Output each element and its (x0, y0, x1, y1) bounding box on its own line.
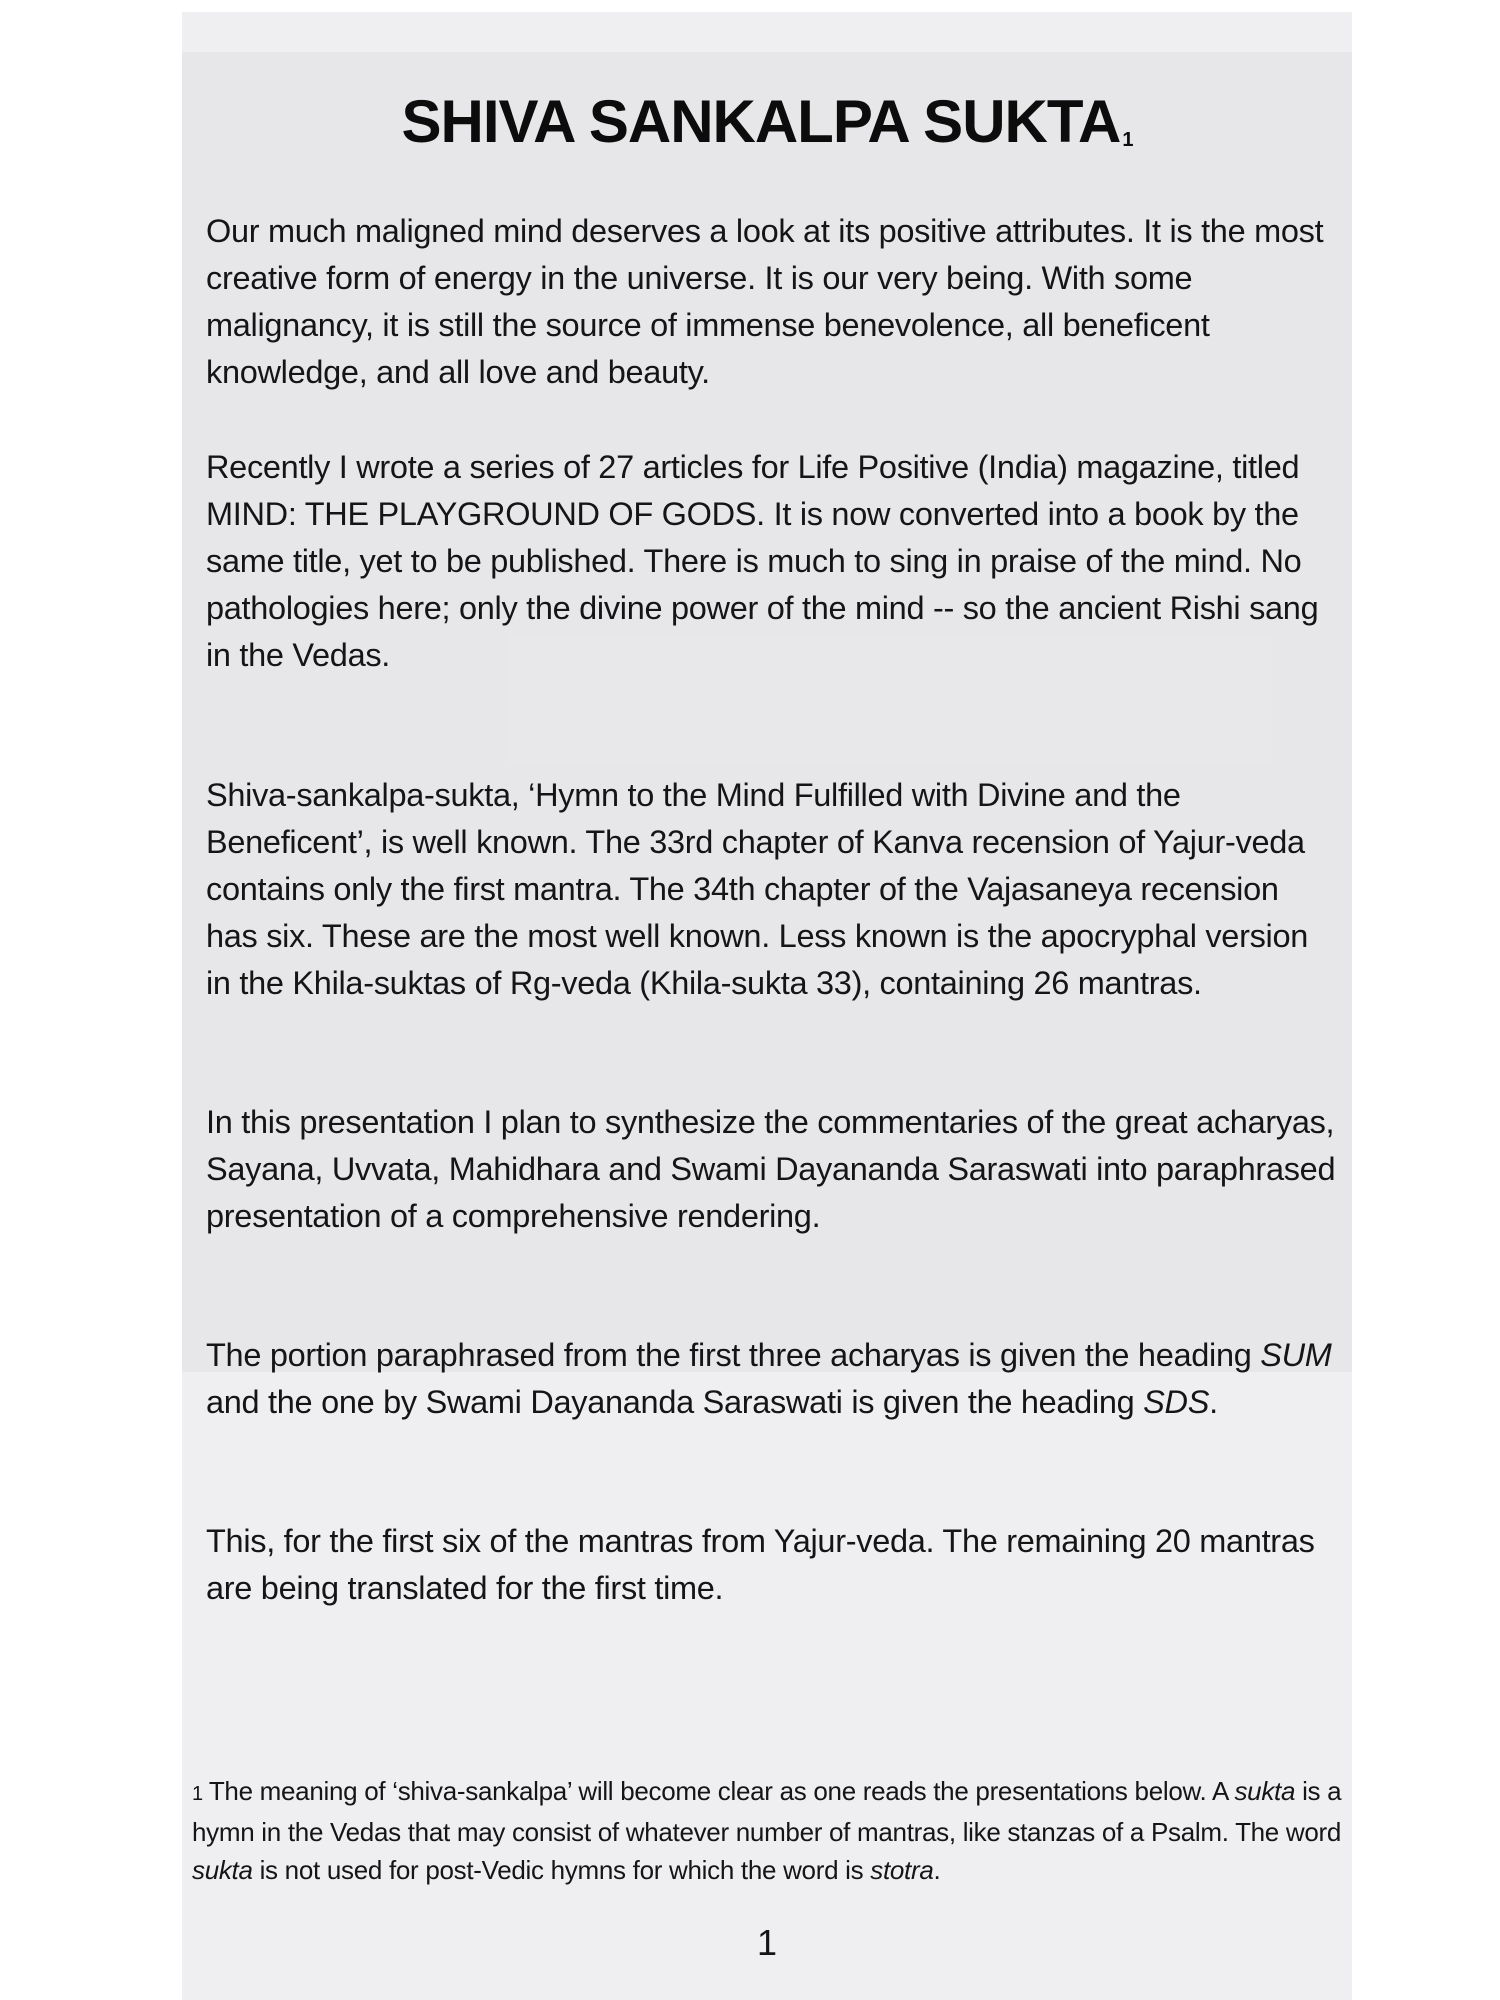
heading-sds: SDS (1143, 1384, 1210, 1420)
footnote-text-1: The meaning of ‘shiva-sankalpa’ will become clear as one reads the presentations below. A (208, 1776, 1235, 1806)
page-title (182, 87, 1352, 156)
paragraph-remaining-mantras: This, for the first six of the mantras from Yajur-veda. The remaining 20 mantras are being translated for the first time. (206, 1523, 1315, 1606)
footnote-text-3: is not used for post-Vedic hymns for which the word is (252, 1855, 871, 1885)
page-number: 1 (756, 1922, 778, 1963)
paragraph-intro: Our much maligned mind deserves a look at its positive attributes. It is the most creative form of energy in the universe. It is our very being. With some malignancy, it is still the source of immense benevolence, all beneficent knowledge, and all love and beauty. (206, 213, 1324, 390)
paragraph-articles: Recently I wrote a series of 27 articles for Life Positive (India) magazine, titled MIND: THE PLAYGROUND OF GODS. It is now converted into a book by the same title, yet to be published. There is much to sing in praise of the mind. No pathologies here; only the divine power of the mind -- so the ancient Rishi sang in the Vedas. (206, 449, 1319, 673)
headings-text-3: . (1209, 1384, 1218, 1420)
headings-text-2: and the one by Swami Dayananda Saraswati is given the heading (206, 1384, 1144, 1420)
footnote-term-stotra: stotra (870, 1855, 934, 1885)
heading-sum: SUM (1260, 1337, 1332, 1373)
footnote-text-2: is a hymn in the Vedas that may consist of whatever number of mantras, like stanzas of a Psalm. The word (192, 1776, 1342, 1847)
title-footnote-ref: 1 (1122, 129, 1133, 151)
paragraph-presentation-plan: In this presentation I plan to synthesize the commentaries of the great acharyas, Sayana, Uvvata, Mahidhara and Swami Dayananda Saraswati into paraphrased presentation of a comprehensive rendering. (206, 1104, 1336, 1234)
headings-text-1: The portion paraphrased from the first three acharyas is given the heading (206, 1337, 1261, 1373)
footnote-text-4: . (933, 1855, 941, 1885)
paragraph-headings (206, 1332, 1336, 1426)
footnote-term-sukta-2: sukta (192, 1855, 253, 1885)
page-title-text: SHIVA SANKALPA SUKTA (401, 88, 1121, 155)
paragraph-sukta-versions: Shiva-sankalpa-sukta, ‘Hymn to the Mind Fulfilled with Divine and the Beneficent’, is well known. The 33rd chapter of Kanva recension of Yajur-veda contains only the first mantra. The 34th chapter of the Vajasaneya recension has six. These are the most well known. Less known is the apocryphal version in the Khila-suktas of Rg-veda (Khila-sukta 33), containing 26 mantras. (206, 777, 1309, 1001)
page-sheet (182, 12, 1352, 2000)
footnote-term-sukta: sukta (1234, 1776, 1296, 1806)
footnote (192, 1772, 1342, 1889)
footnote-marker: 1 (192, 1783, 203, 1805)
